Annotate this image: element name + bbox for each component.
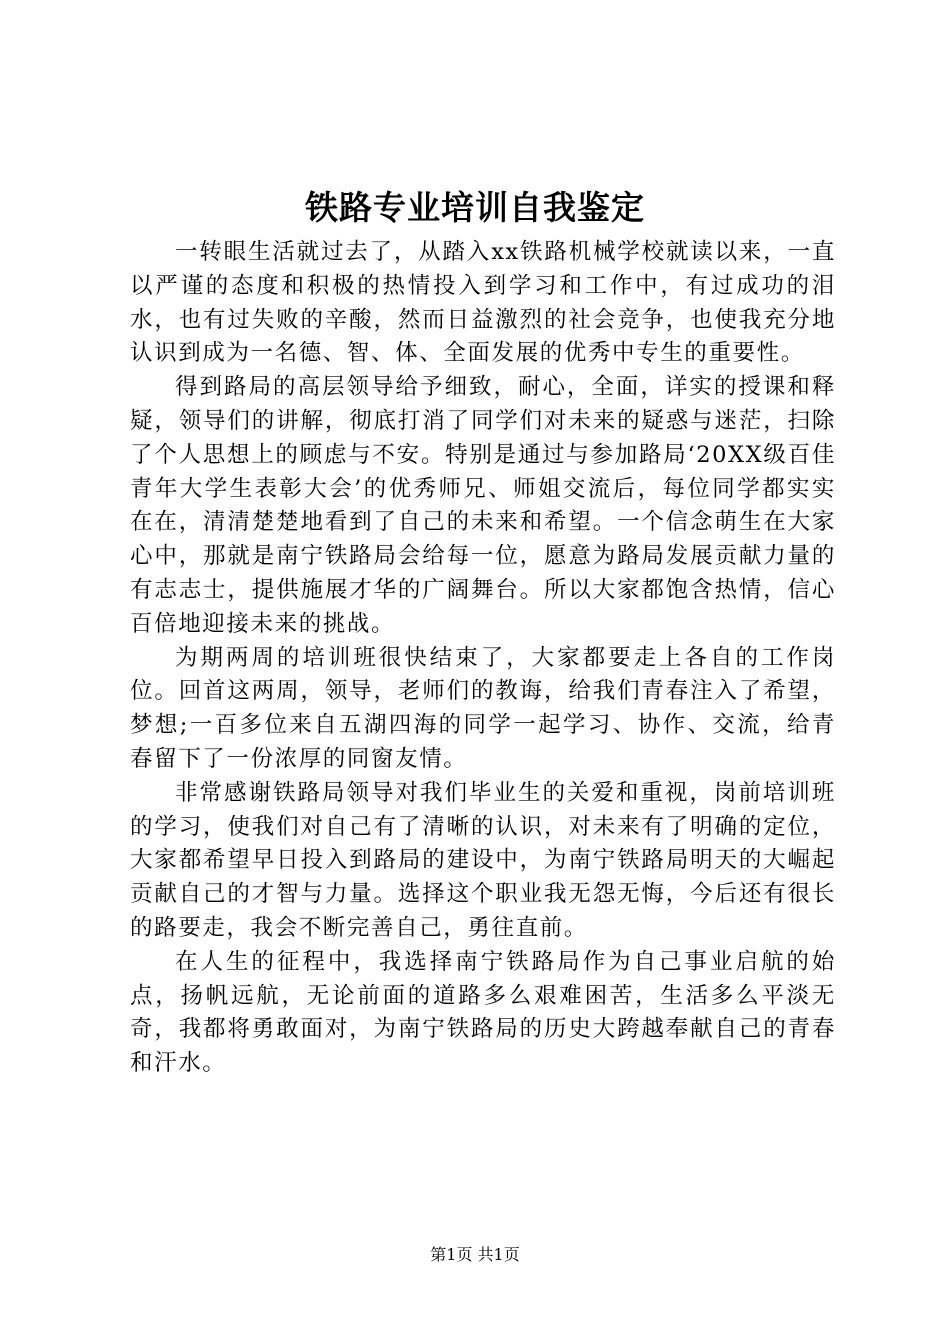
paragraph-1: 一转眼生活就过去了，从踏入xx铁路机械学校就读以来，一直以严谨的态度和积极的热情投入到学习和工作中，有过成功的泪水，也有过失败的辛酸，然而日益激烈的社会竞争，也使我充分地认识到成为一名德、智、体、全面发展的优秀中专生的重要性。 — [130, 239, 836, 367]
document-body — [130, 236, 836, 1081]
paragraph-3: 为期两周的培训班很快结束了，大家都要走上各自的工作岗位。回首这两周，领导，老师们的教诲，给我们青春注入了希望，梦想;一百多位来自五湖四海的同学一起学习、协作、交流，给青春留下了一份浓厚的同窗友情。 — [130, 644, 836, 772]
paragraph-4: 非常感谢铁路局领导对我们毕业生的关爱和重视，岗前培训班的学习，使我们对自己有了清晰的认识，对未来有了明确的定位，大家都希望早日投入到路局的建设中，为南宁铁路局明天的大崛起贡献自己的才智与力量。选择这个职业我无怨无悔，今后还有很长的路要走，我会不断完善自己，勇往直前。 — [130, 779, 836, 941]
page-footer: 第1页 共1页 — [430, 1245, 520, 1264]
paragraph-5: 在人生的征程中，我选择南宁铁路局作为自己事业启航的始点，扬帆远航，无论前面的道路多么艰难困苦，生活多么平淡无奇，我都将勇敢面对，为南宁铁路局的历史大跨越奉献自己的青春和汗水。 — [130, 948, 836, 1077]
document-title: 铁路专业培训自我鉴定 — [305, 188, 645, 227]
paragraph-2: 得到路局的高层领导给予细致，耐心，全面，详实的授课和释疑，领导们的讲解，彻底打消了同学们对未来的疑惑与迷茫，扫除了个人思想上的顾虑与不安。特别是通过与参加路局‘20XX级百佳青年大学生表彰大会’的优秀师兄、师姐交流后，每位同学都实实在在，清清楚楚地看到了自己的未来和希望。一个信念萌生在大家心中，那就是南宁铁路局会给每一位，愿意为路局发展贡献力量的有志志士，提供施展才华的广阔舞台。所以大家都饱含热情，信心百倍地迎接未来的挑战。 — [130, 374, 836, 637]
